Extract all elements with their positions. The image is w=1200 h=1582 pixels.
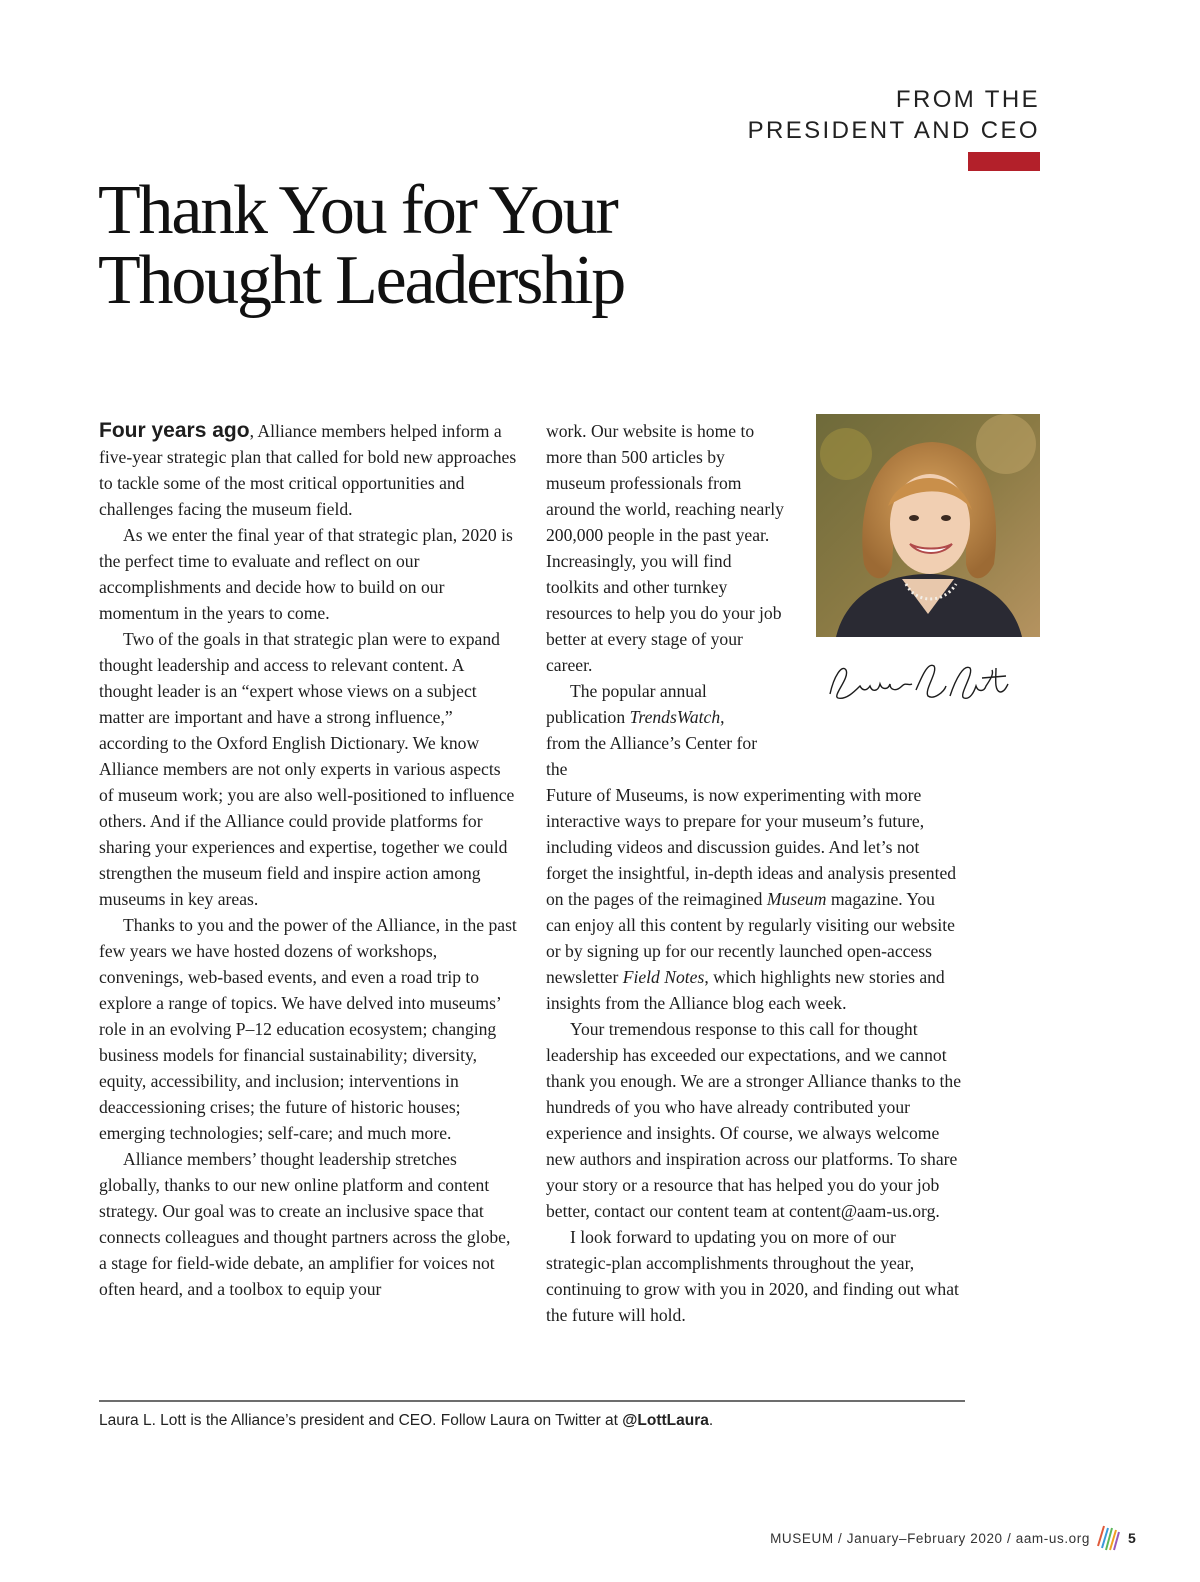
lead-in: Four years ago: [99, 419, 250, 442]
accent-bar: [968, 152, 1040, 171]
article-column-left: [99, 418, 519, 1302]
section-label-line2: PRESIDENT AND CEO: [747, 117, 1040, 144]
aam-stripes-logo-icon: [1096, 1522, 1120, 1552]
paragraph-8: I look forward to updating you on more of our strategic-plan accomplishments throughout the year, continuing to grow with you in 2020, and finding out what the future will hold.: [546, 1227, 959, 1325]
paragraph-5: Alliance members’ thought leadership stretches globally, thanks to our new online platform and content strategy. Our goal was to create an inclusive space that connects colleagues and thought partners across the globe, a stage for field-wide debate, an amplifier for voices not often heard, and a toolbox to equip your: [99, 1149, 511, 1299]
paragraph-3: Two of the goals in that strategic plan were to expand thought leadership and access to relevant content. A thought leader is an “expert whose views on a subject matter are important and have a strong influence,” according to the Oxford English Dictionary. We know Alliance members are not only experts in various aspects of museum work; you are also well-positioned to influence others. And if the Alliance could provide platforms for sharing your experiences and expertise, together we could strengthen the museum field and inspire action among museums in key areas.: [99, 629, 515, 909]
title-line1: Thank You for Your: [98, 172, 617, 249]
paragraph-2: As we enter the final year of that strategic plan, 2020 is the perfect time to evaluate and reflect on our accomplishments and decide how to build on our momentum in the years to come.: [99, 525, 513, 623]
paragraph-6-start: The popular annual publication TrendsWatch, from the Alliance’s Center for the: [546, 681, 758, 779]
author-portrait: [816, 414, 1040, 637]
paragraph-4: Thanks to you and the power of the Alliance, in the past few years we have hosted dozens of workshops, convenings, web-based events, and even a road trip to explore a range of topics. We have delved into museums’ role in an evolving P–12 education ecosystem; changing business models for financial sustainability; diversity, equity, accessibility, and inclusion; interventions in deaccessioning crises; the future of historic houses; emerging technologies; self-care; and much more.: [99, 915, 517, 1143]
page-number: 5: [1128, 1530, 1136, 1546]
paragraph-5-continued: work. Our website is home to more than 500 articles by museum professionals from around the world, reaching nearly 200,000 people in the past year. Increasingly, you will find toolkits and other turnkey resources to help you do your job better at every stage of your career.: [546, 421, 784, 675]
section-label: [748, 84, 1040, 146]
footnote-divider: [99, 1400, 965, 1402]
running-footer: MUSEUM / January–February 2020 / aam-us.org: [770, 1531, 1090, 1546]
section-label-line1: FROM THE: [895, 86, 1040, 113]
title-line2: Thought Leadership: [98, 242, 625, 319]
page-title: [98, 172, 738, 319]
signature-image: [824, 656, 1010, 704]
paragraph-1: Four years ago, Alliance members helped inform a five-year strategic plan that called for bold new approaches to tackle some of the most critical opportunities and challenges facing the museum field.: [99, 419, 517, 519]
twitter-handle: @LottLaura: [622, 1412, 709, 1429]
author-bio: Laura L. Lott is the Alliance’s president and CEO. Follow Laura on Twitter at @LottLaura.: [99, 1412, 714, 1429]
paragraph-7: Your tremendous response to this call for thought leadership has exceeded our expectations, and we cannot thank you enough. We are a stronger Alliance thanks to the hundreds of you who have already contributed your experience and insights. Of course, we always welcome new authors and inspiration across our platforms. To share your story or a resource that has helped you do your job better, contact our content team at content@aam-us.org.: [546, 1019, 962, 1221]
paragraph-6-rest: Future of Museums, is now experimenting with more interactive ways to prepare for your museum’s future, including videos and discussion guides. And let’s not forget the insightful, in-depth ideas and analysis presented on the pages of the reimagined Museum magazine. You can enjoy all this content by regularly visiting our website or by signing up for our recently launched open-access newsletter Field Notes, which highlights new stories and insights from the Alliance blog each week.: [546, 785, 957, 1013]
